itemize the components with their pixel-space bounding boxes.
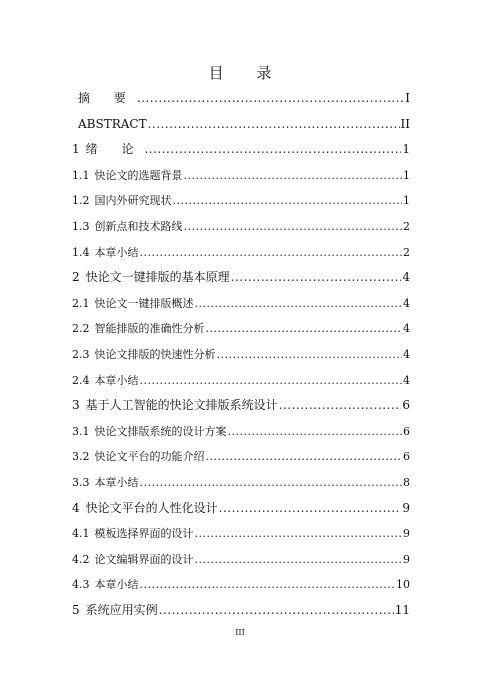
toc-entry-number: 1.3 bbox=[72, 219, 90, 233]
toc-entry-page: 4 bbox=[403, 322, 410, 336]
toc-entry-label: ABSTRACT bbox=[78, 116, 147, 131]
dot-leader bbox=[159, 598, 394, 624]
toc-entry-section-2-2[interactable] bbox=[72, 316, 410, 342]
toc-entry-section-3-1[interactable] bbox=[72, 419, 410, 445]
toc-entry-number: 3 bbox=[72, 398, 80, 413]
toc-entry-number: 4.3 bbox=[72, 578, 90, 592]
toc-entry-section-2-4[interactable] bbox=[72, 368, 410, 394]
dot-leader bbox=[279, 393, 402, 419]
toc-entry-label: 快论文一键排版概述 bbox=[94, 296, 194, 310]
toc-entry-number: 2.4 bbox=[72, 373, 90, 387]
toc-entry-page: II bbox=[400, 116, 410, 131]
toc-list bbox=[72, 86, 410, 623]
toc-entry-page: 1 bbox=[402, 142, 410, 157]
toc-entry-label: 论文编辑界面的设计 bbox=[94, 552, 194, 566]
page-number: III bbox=[235, 628, 245, 637]
dot-leader bbox=[184, 163, 403, 189]
toc-entry-page: 4 bbox=[403, 296, 410, 310]
dot-leader bbox=[206, 316, 403, 342]
toc-entry-section-3-3[interactable] bbox=[72, 470, 410, 496]
toc-entry-page: 2 bbox=[403, 219, 410, 233]
toc-entry-label: 摘 要 bbox=[78, 91, 136, 105]
dot-leader bbox=[148, 112, 400, 138]
toc-entry-abstract-en[interactable] bbox=[72, 112, 410, 138]
toc-entry-page: 10 bbox=[396, 578, 410, 592]
toc-entry-chapter-3[interactable] bbox=[72, 393, 410, 419]
toc-entry-chapter-2[interactable] bbox=[72, 265, 410, 291]
toc-entry-page: 1 bbox=[403, 168, 410, 182]
dot-leader bbox=[144, 137, 401, 163]
toc-entry-number: 3.3 bbox=[72, 475, 90, 489]
toc-entry-number: 3.1 bbox=[72, 424, 90, 438]
dot-leader bbox=[206, 444, 403, 470]
toc-entry-label: 本章小结 bbox=[94, 475, 139, 489]
toc-entry-label: 快论文一键排版的基本原理 bbox=[85, 270, 230, 285]
toc-entry-chapter-5[interactable] bbox=[72, 598, 410, 624]
toc-entry-page: 6 bbox=[403, 450, 410, 464]
toc-entry-label: 系统应用实例 bbox=[85, 602, 158, 617]
toc-entry-label: 模板选择界面的设计 bbox=[94, 527, 194, 541]
dot-leader bbox=[195, 291, 403, 317]
toc-entry-section-2-1[interactable] bbox=[72, 291, 410, 317]
toc-entry-label: 快论文平台的功能介绍 bbox=[94, 450, 205, 464]
toc-entry-label: 本章小结 bbox=[94, 373, 139, 387]
toc-entry-page: I bbox=[405, 91, 410, 105]
toc-entry-number: 2.1 bbox=[72, 296, 90, 310]
toc-entry-label: 本章小结 bbox=[94, 578, 139, 592]
toc-entry-number: 2.2 bbox=[72, 322, 90, 336]
toc-entry-page: 9 bbox=[402, 500, 410, 515]
toc-entry-number: 1 bbox=[72, 142, 80, 157]
dot-leader bbox=[231, 265, 402, 291]
toc-entry-abstract-cn[interactable] bbox=[72, 86, 410, 112]
toc-entry-label: 创新点和技术路线 bbox=[94, 219, 183, 233]
dot-leader bbox=[140, 368, 403, 394]
dot-leader bbox=[140, 470, 403, 496]
toc-entry-section-1-4[interactable] bbox=[72, 240, 410, 266]
dot-leader bbox=[173, 188, 403, 214]
toc-entry-label: 智能排版的准确性分析 bbox=[94, 322, 205, 336]
toc-entry-page: 4 bbox=[402, 270, 410, 285]
toc-entry-section-4-2[interactable] bbox=[72, 547, 410, 573]
toc-entry-page: 8 bbox=[403, 475, 410, 489]
toc-entry-label: 基于人工智能的快论文排版系统设计 bbox=[85, 398, 278, 413]
toc-entry-number: 4.2 bbox=[72, 552, 90, 566]
toc-entry-number: 5 bbox=[72, 602, 80, 617]
toc-entry-page: 4 bbox=[403, 347, 410, 361]
toc-entry-number: 1.1 bbox=[72, 168, 90, 182]
toc-entry-chapter-1[interactable] bbox=[72, 137, 410, 163]
toc-entry-section-4-1[interactable] bbox=[72, 521, 410, 547]
toc-entry-number: 1.4 bbox=[72, 245, 90, 259]
toc-entry-section-3-2[interactable] bbox=[72, 444, 410, 470]
toc-entry-number: 3.2 bbox=[72, 450, 90, 464]
dot-leader bbox=[140, 572, 396, 598]
dot-leader bbox=[217, 342, 403, 368]
toc-entry-page: 4 bbox=[403, 373, 410, 387]
toc-title: 目 录 bbox=[208, 64, 286, 82]
toc-entry-page: 9 bbox=[403, 552, 410, 566]
toc-entry-section-1-2[interactable] bbox=[72, 188, 410, 214]
toc-entry-label: 本章小结 bbox=[94, 245, 139, 259]
toc-entry-page: 6 bbox=[402, 398, 410, 413]
dot-leader bbox=[228, 419, 403, 445]
toc-entry-label: 快论文平台的人性化设计 bbox=[85, 500, 218, 515]
toc-entry-page: 9 bbox=[403, 527, 410, 541]
toc-entry-section-1-1[interactable] bbox=[72, 163, 410, 189]
toc-entry-number: 4.1 bbox=[72, 527, 90, 541]
toc-entry-label: 快论文的选题背景 bbox=[94, 168, 183, 182]
dot-leader bbox=[219, 496, 402, 522]
dot-leader bbox=[195, 547, 403, 573]
toc-entry-section-1-3[interactable] bbox=[72, 214, 410, 240]
dot-leader bbox=[184, 214, 403, 240]
toc-entry-number: 4 bbox=[72, 500, 80, 515]
toc-entry-label: 快论文排版系统的设计方案 bbox=[94, 424, 227, 438]
toc-entry-label: 国内外研究现状 bbox=[94, 194, 172, 208]
toc-entry-label: 快论文排版的快速性分析 bbox=[94, 347, 216, 361]
dot-leader bbox=[140, 240, 403, 266]
toc-entry-number: 2.3 bbox=[72, 347, 90, 361]
toc-entry-section-2-3[interactable] bbox=[72, 342, 410, 368]
dot-leader bbox=[137, 86, 404, 112]
toc-entry-label: 绪 论 bbox=[85, 142, 144, 157]
toc-entry-chapter-4[interactable] bbox=[72, 496, 410, 522]
dot-leader bbox=[195, 521, 403, 547]
toc-entry-number: 2 bbox=[72, 270, 80, 285]
toc-entry-page: 1 bbox=[403, 194, 410, 208]
toc-entry-section-4-3[interactable] bbox=[72, 572, 410, 598]
toc-entry-page: 2 bbox=[403, 245, 410, 259]
toc-entry-number: 1.2 bbox=[72, 194, 90, 208]
toc-entry-page: 11 bbox=[394, 602, 410, 617]
toc-entry-page: 6 bbox=[403, 424, 410, 438]
